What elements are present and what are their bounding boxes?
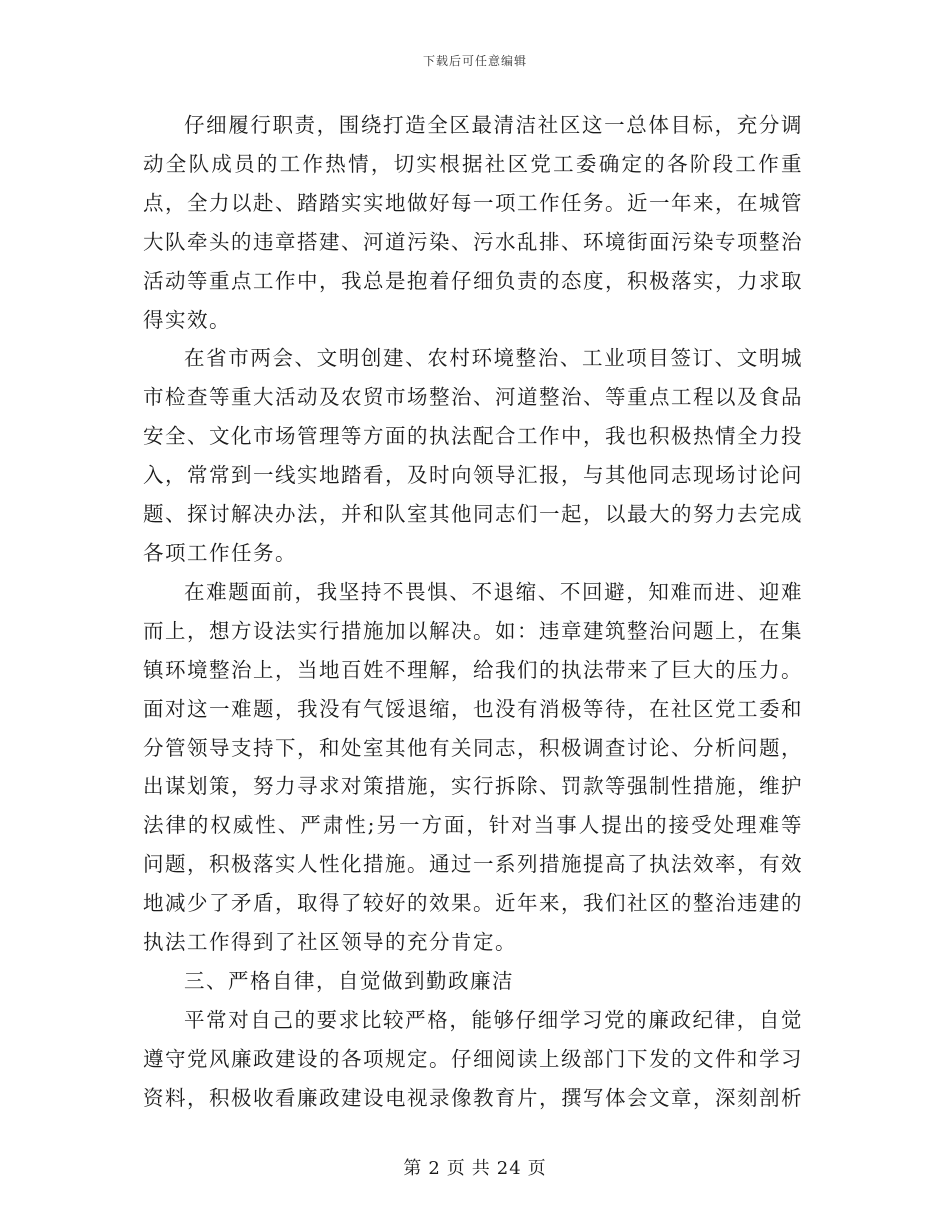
body-paragraph: 在难题面前，我坚持不畏惧、不退缩、不回避，知难而进、迎难而上，想方设法实行措施加以解决。如：违章建筑整治问题上，在集镇环境整治上，当地百姓不理解，给我们的执法带来了巨大的压力。面对这一难题，我没有气馁退缩，也没有消极等待，在社区党工委和分管领导支持下，和处室其他有关同志，积极调查讨论、分析问题，出谋划策，努力寻求对策措施，实行拆除、罚款等强制性措施，维护法律的权威性、严肃性;另一方面，针对当事人提出的接受处理难等问题，积极落实人性化措施。通过一系列措施提高了执法效率，有效地减少了矛盾，取得了较好的效果。近年来，我们社区的整治违建的执法工作得到了社区领导的充分肯定。	[143, 579, 803, 955]
total-pages-number: 24	[496, 1158, 522, 1179]
current-page-number: 2	[428, 1158, 441, 1179]
footer-suffix: 页	[527, 1158, 547, 1179]
page-footer	[0, 1154, 950, 1180]
body-paragraph: 在省市两会、文明创建、农村环境整治、工业项目签订、文明城市检查等重大活动及农贸市场整治、河道整治、等重点工程以及食品安全、文化市场管理等方面的执法配合工作中，我也积极热情全力投入，常常到一线实地踏看，及时向领导汇报，与其他同志现场讨论问题、探讨解决办法，并和队室其他同志们一起，以最大的努力去完成各项工作任务。	[143, 346, 803, 565]
page-header: 下载后可任意编辑	[422, 54, 527, 68]
body-paragraph: 平常对自己的要求比较严格，能够仔细学习党的廉政纪律，自觉遵守党风廉政建设的各项规定。仔细阅读上级部门下发的文件和学习资料，积极收看廉政建设电视录像教育片，撰写体会文章，深刻剖析	[143, 1007, 803, 1110]
body-paragraph: 仔细履行职责，围绕打造全区最清洁社区这一总体目标，充分调动全队成员的工作热情，切实根据社区党工委确定的各阶段工作重点，全力以赴、踏踏实实地做好每一项工作任务。近一年来，在城管大队牵头的违章搭建、河道污染、污水乱排、环境街面污染专项整治活动等重点工作中，我总是抱着仔细负责的态度，积极落实，力求取得实效。	[143, 113, 803, 332]
section-heading: 三、严格自律，自觉做到勤政廉洁	[184, 968, 514, 993]
footer-prefix: 第	[403, 1158, 423, 1179]
footer-page-word: 页	[446, 1158, 466, 1179]
document-body	[143, 106, 803, 1118]
footer-total-word: 共	[471, 1158, 491, 1179]
